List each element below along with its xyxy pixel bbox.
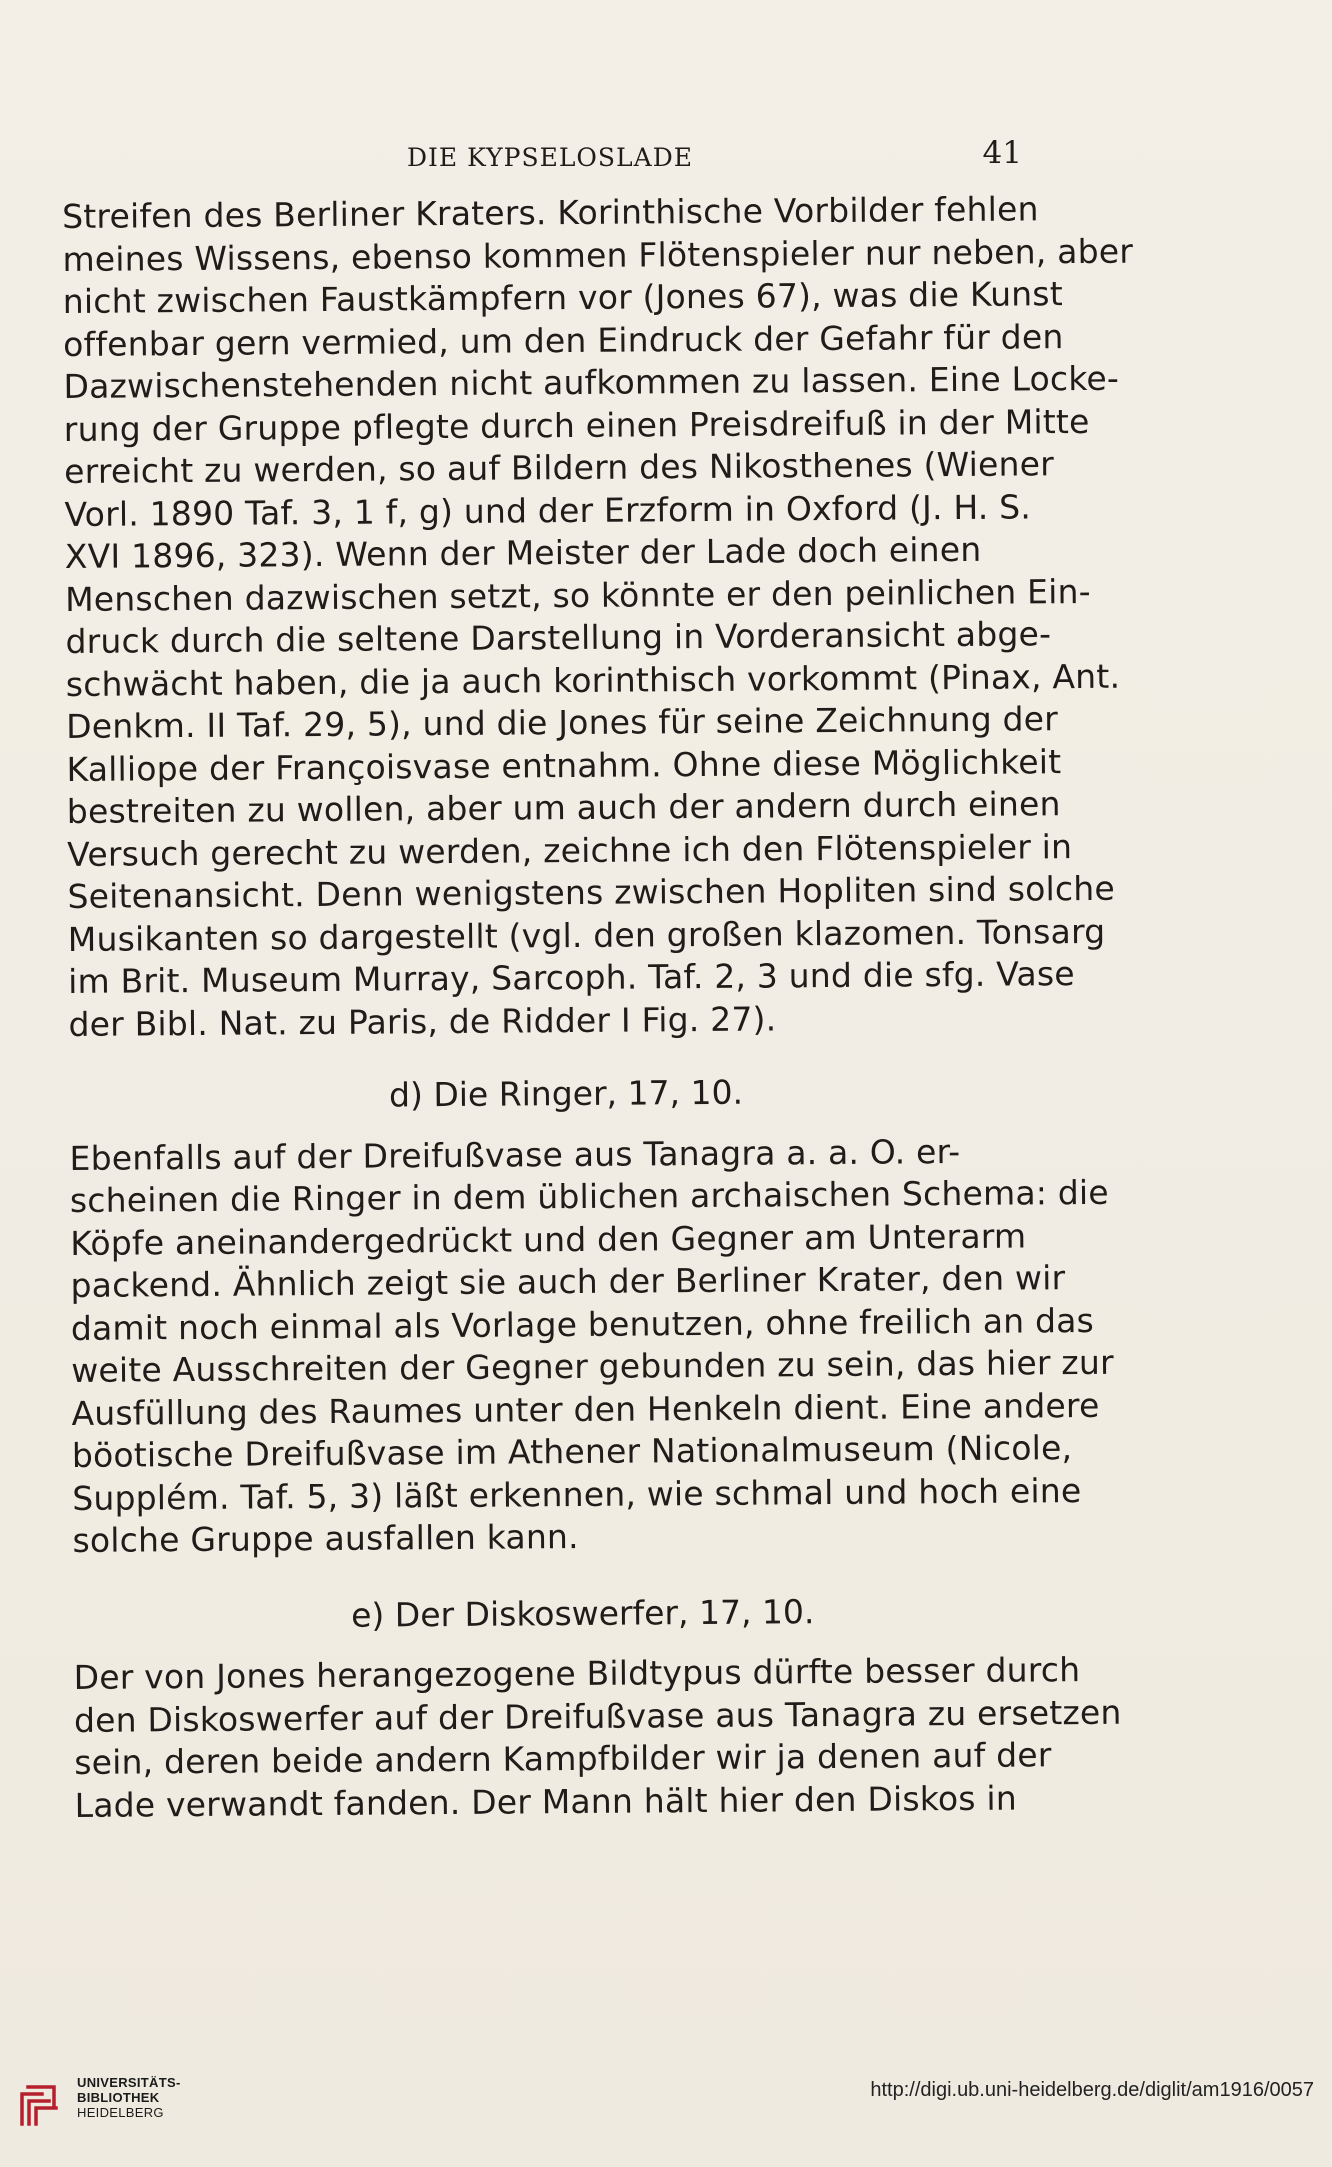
text-line: solche Gruppe ausfallen kann. [72,1516,579,1560]
paragraph-flute-player [62,188,1134,1046]
text-line: Vorl. 1890 Taf. 3, 1 f, g) und der Erzform in Oxford (J. H. S. [64,486,1032,534]
text-line: Streifen des Berliner Kraters. Korinthische Vorbilder fehlen [62,189,1039,236]
text-line: Kalliope der Françoisvase entnahm. Ohne diese Möglichkeit [66,741,1062,789]
text-line: der Bibl. Nat. zu Paris, de Ridder I Fig. 27). [68,998,777,1044]
page-number: 41 [982,135,1022,171]
text-line: Ebenfalls auf der Dreifußvase aus Tanagra a. a. O. er- [69,1131,961,1178]
text-line: rung der Gruppe pflegte durch einen Preisdreifuß in der Mitte [63,401,1090,449]
library-name [77,2075,181,2120]
text-line: Denkm. II Taf. 29, 5), und die Jones für seine Zeichnung der [66,699,1059,746]
text-line: Dazwischenstehenden nicht aufkommen zu lassen. Eine Locke- [63,358,1120,406]
section-heading-discus-thrower: e) Der Diskoswerfer, 17, 10. [350,1591,815,1635]
text-line: bestreiten zu wollen, aber um auch der andern durch einen [66,784,1061,831]
text-line: Supplém. Taf. 5, 3) läßt erkennen, wie schmal und hoch eine [72,1470,1082,1518]
text-line: offenbar gern vermied, um den Eindruck der Gefahr für den [63,316,1064,364]
text-line: scheinen die Ringer in dem üblichen archaischen Schema: die [69,1172,1109,1220]
text-line: Der von Jones herangezogene Bildtypus dürfte besser durch [73,1650,1081,1697]
text-line: meines Wissens, ebenso kommen Flötenspieler nur neben, aber [62,231,1134,279]
text-line: packend. Ähnlich zeigt sie auch der Berliner Krater, den wir [70,1258,1066,1305]
ub-heidelberg-logo-icon [14,2076,60,2130]
paragraph-wrestlers [69,1130,1114,1563]
text-line: den Diskoswerfer auf der Dreifußvase aus Tanagra zu ersetzen [73,1692,1122,1740]
text-line: Versuch gerecht zu werden, zeichne ich den Flötenspieler in [67,826,1073,874]
page-footer [0,2068,1332,2158]
library-name-line: BIBLIOTHEK [77,2090,160,2105]
text-line: Seitenansicht. Denn wenigstens zwischen Hopliten sind solche [67,868,1116,916]
source-url: http://digi.ub.uni-heidelberg.de/diglit/am1916/0057 [870,2079,1314,2101]
text-line: Lade verwandt fanden. Der Mann hält hier den Diskos in [74,1778,1017,1825]
text-line: Musikanten so dargestellt (vgl. den großen klazomen. Tonsarg [67,911,1106,959]
text-line: erreicht zu werden, so auf Bildern des Nikosthenes (Wiener [64,444,1055,491]
text-line: XVI 1896, 323). Wenn der Meister der Lade doch einen [64,529,982,576]
text-line: böotische Dreifußvase im Athener Nationalmuseum (Nicole, [71,1428,1073,1475]
text-line: im Brit. Museum Murray, Sarcoph. Taf. 2, 3 und die sfg. Vase [68,954,1075,1001]
section-heading-wrestlers: d) Die Ringer, 17, 10. [388,1072,744,1115]
running-title: DIE KYPSELOSLADE [407,143,693,172]
text-line: druck durch die seltene Darstellung in Vorderansicht abge- [65,614,1052,661]
page-body [62,188,1134,1827]
page-header [62,135,1052,175]
library-name-line: UNIVERSITÄTS- [77,2075,181,2090]
paragraph-discus-thrower [73,1649,1122,1827]
text-line: sein, deren beide andern Kampfbilder wir ja denen auf der [74,1735,1052,1782]
text-line: schwächt haben, die ja auch korinthisch vorkommt (Pinax, Ant. [65,656,1121,704]
text-line: Köpfe aneinandergedrückt und den Gegner am Unterarm [70,1215,1027,1263]
text-line: Menschen dazwischen setzt, so könnte er den peinlichen Ein- [65,571,1091,619]
text-line: damit noch einmal als Vorlage benutzen, ohne freilich an das [70,1300,1095,1348]
text-line: Ausfüllung des Raumes unter den Henkeln dient. Eine andere [71,1385,1100,1433]
text-line: weite Ausschreiten der Gegner gebunden zu sein, das hier zur [71,1342,1114,1390]
text-line: nicht zwischen Faustkämpfern vor (Jones 67), was die Kunst [62,274,1064,321]
library-name-line: HEIDELBERG [77,2105,164,2120]
